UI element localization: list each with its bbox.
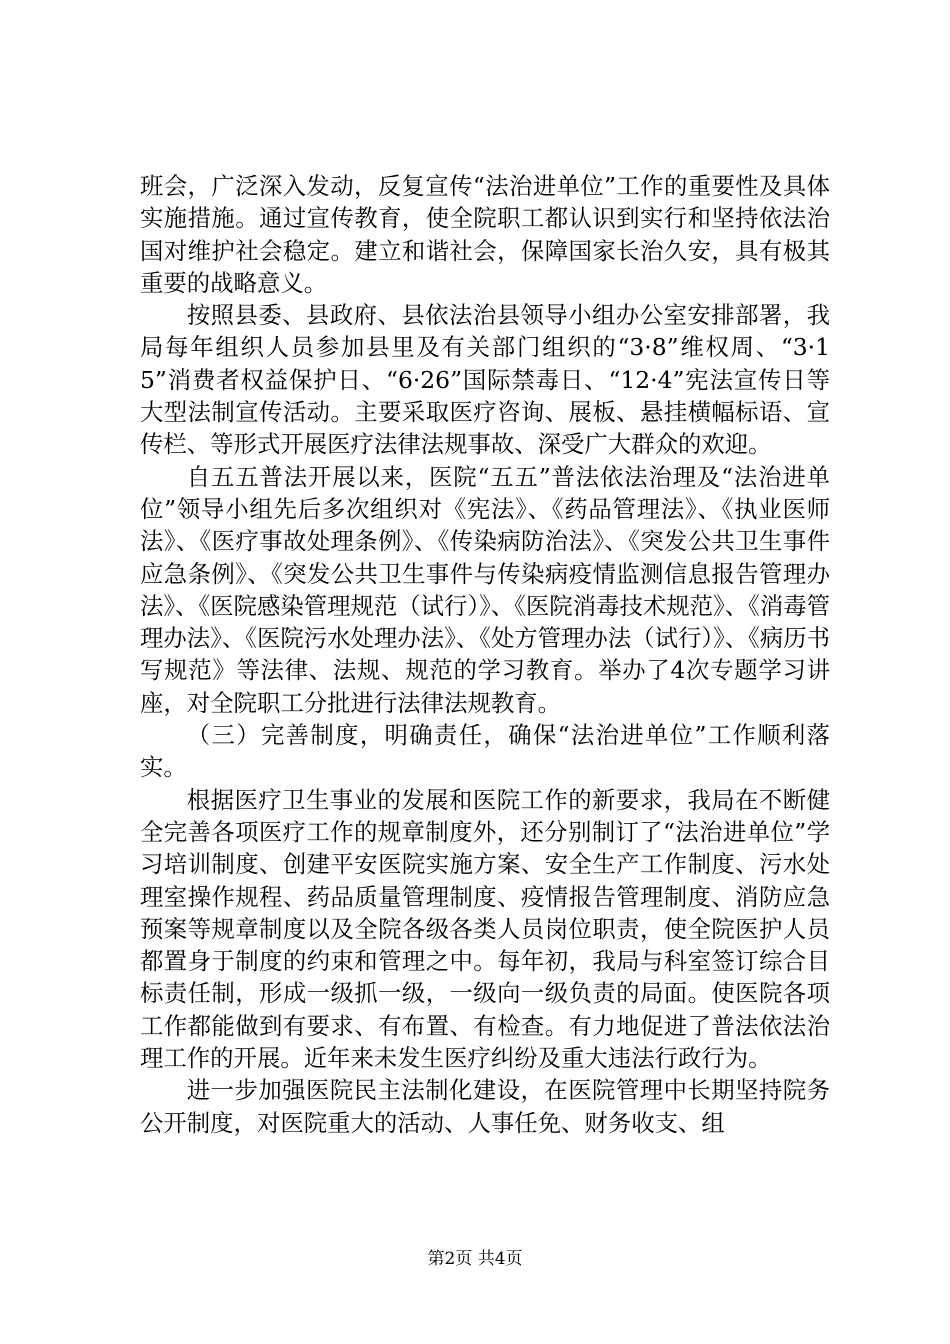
paragraph-5: 进一步加强医院民主法制化建设，在医院管理中长期坚持院务公开制度，对医院重大的活动、人事任免、财务收支、组	[140, 1076, 830, 1137]
page-number-footer: 第2页 共4页	[427, 1249, 523, 1269]
section-heading: （三）完善制度，明确责任，确保“法治进单位”工作顺利落实。	[140, 721, 830, 782]
paragraph-3: 自五五普法开展以来，医院“五五”普法依法治理及“法治进单位”领导小组先后多次组织对《宪法》、《药品管理法》、《执业医师法》、《医疗事故处理条例》、《传染病防治法》、《突发公共卫生事件应急条例》、《突发公共卫生事件与传染病疫情监测信息报告管理办法》、《医院感染管理规范（试行）》、《医院消毒技术规范》、《消毒管理办法》、《医院污水处理办法》、《处方管理办法（试行）》、《病历书写规范》等法律、法规、规范的学习教育。举办了4次专题学习讲座，对全院职工分批进行法律法规教育。	[140, 462, 830, 717]
paragraph-4: 根据医疗卫生事业的发展和医院工作的新要求，我局在不断健全完善各项医疗工作的规章制度外，还分别制订了“法治进单位”学习培训制度、创建平安医院实施方案、安全生产工作制度、污水处理室操作规程、药品质量管理制度、疫情报告管理制度、消防应急预案等规章制度以及全院各级各类人员岗位职责，使全院医护人员都置身于制度的约束和管理之中。每年初，我局与科室签订综合目标责任制，形成一级抓一级，一级向一级负责的局面。使医院各项工作都能做到有要求、有布置、有检查。有力地促进了普法依法治理工作的开展。近年来未发生医疗纠纷及重大违法行政行为。	[140, 785, 830, 1073]
paragraph-2: 按照县委、县政府、县依法治县领导小组办公室安排部署，我局每年组织人员参加县里及有关部门组织的“3·8”维权周、“3·15”消费者权益保护日、“6·26”国际禁毒日、“12·4”宪法宣传日等大型法制宣传活动。主要采取医疗咨询、展板、悬挂横幅标语、宣传栏、等形式开展医疗法律法规事故、深受广大群众的欢迎。	[140, 301, 830, 459]
document-body	[140, 170, 830, 1139]
paragraph-1: 班会，广泛深入发动，反复宣传“法治进单位”工作的重要性及具体实施措施。通过宣传教育，使全院职工都认识到实行和坚持依法治国对维护社会稳定。建立和谐社会，保障国家长治久安，具有极其重要的战略意义。	[140, 172, 830, 297]
